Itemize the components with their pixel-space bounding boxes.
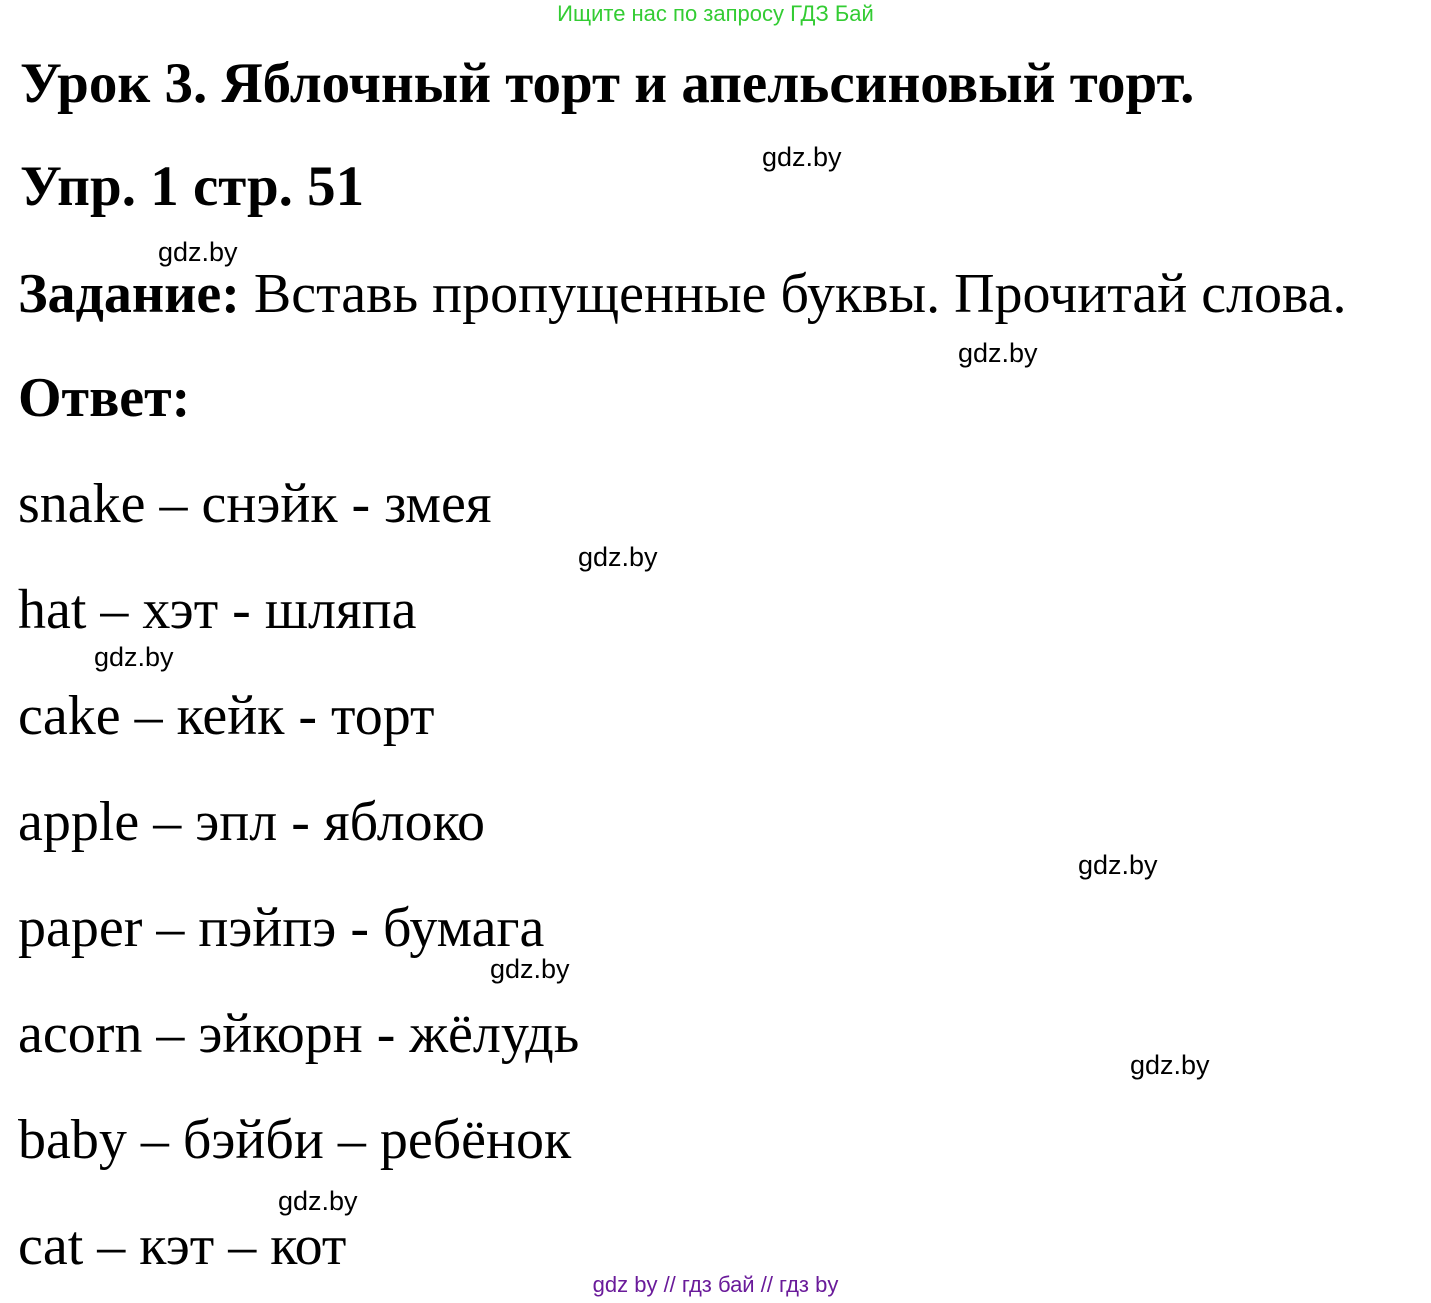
answer-line: snake – снэйк - змея — [18, 473, 492, 535]
watermark: gdz.by — [94, 642, 174, 672]
answer-line: baby – бэйби – ребёнок — [18, 1109, 572, 1171]
footer-links[interactable]: gdz by // гдз бай // гдз by — [592, 1272, 839, 1297]
task-statement — [18, 262, 1347, 326]
answer-line: hat – хэт - шляпа — [18, 579, 417, 641]
answer-label: Ответ: — [18, 367, 191, 429]
answer-line: apple – эпл - яблоко — [18, 791, 486, 853]
watermark: gdz.by — [278, 1186, 358, 1216]
exercise-title: Упр. 1 стр. 51 — [20, 155, 365, 218]
watermark: gdz.by — [578, 542, 658, 572]
answer-line: cat – кэт – кот — [18, 1215, 347, 1277]
answer-line: acorn – эйкорн - жёлудь — [18, 1003, 580, 1065]
watermark: gdz.by — [1130, 1050, 1210, 1080]
answer-line: paper – пэйпэ - бумага — [18, 897, 545, 959]
watermark: gdz.by — [490, 954, 570, 984]
search-hint-link[interactable]: Ищите нас по запросу ГДЗ Бай — [557, 1, 874, 26]
watermark: gdz.by — [158, 237, 238, 267]
lesson-title: Урок 3. Яблочный торт и апельсиновый торт. — [20, 52, 1195, 115]
watermark: gdz.by — [958, 338, 1038, 368]
watermark: gdz.by — [762, 142, 842, 172]
task-text: Вставь пропущенные буквы. Прочитай слова. — [239, 263, 1347, 325]
task-label: Задание: — [18, 263, 240, 325]
watermark: gdz.by — [1078, 850, 1158, 880]
answer-line: cake – кейк - торт — [18, 685, 435, 747]
